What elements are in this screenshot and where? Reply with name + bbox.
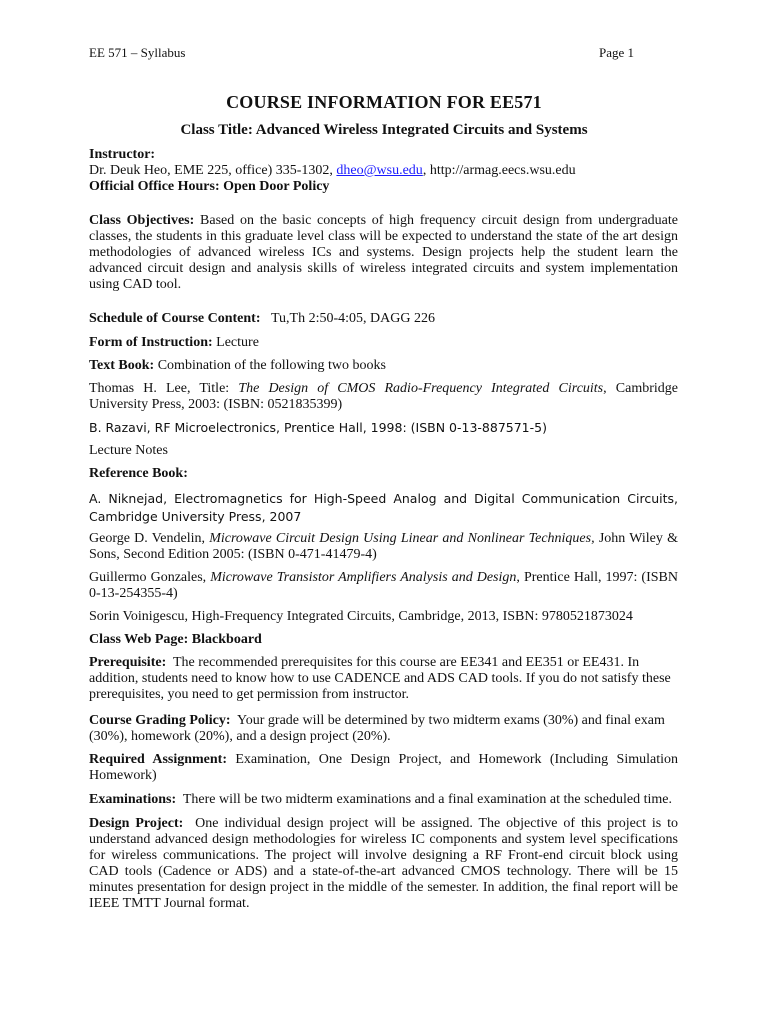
reference-2: George D. Vendelin, Microwave Circuit Design Using Linear and Nonlinear Techniques, John Wiley & Sons, Second Edition 2005: (ISBN 0-471-41479-4) (89, 531, 678, 562)
required-assignment: Required Assignment: Examination, One Design Project, and Homework (Including Simulation Homework) (89, 752, 678, 783)
running-header: EE 571 – Syllabus (89, 45, 186, 60)
prerequisite: Prerequisite: The recommended prerequisites for this course are EE341 and EE351 or EE431. In addition, students need to know how to use CADENCE and ADS CAD tools. If you do not satisfy these prerequisites, you need to get permission from instructor. (89, 655, 671, 702)
page-number: Page 1 (599, 45, 635, 60)
examinations: Examinations: There will be two midterm examinations and a final examination at the scheduled time. (89, 792, 672, 807)
class-objectives: Class Objectives: Based on the basic concepts of high frequency circuit design from undergraduate classes, the students in this graduate level class will be expected to understand the state of the art design methodologies of advanced wireless ICs and systems. Design projects help the student learn the advanced circuit design and analysis skills of wireless integrated circuits and system implementation using CAD tool. (89, 213, 679, 292)
instructor-label: Instructor: (89, 147, 156, 162)
lecture-notes: Lecture Notes (89, 443, 168, 458)
design-project: Design Project: One individual design project will be assigned. The objective of this project is to understand advanced design methodologies for wireless IC components and system level specifications for wireless communications. The project will involve designing a RF Front-end circuit block using CAD tools (Cadence or ADS) and a state-of-the-art advanced CMOS technology. There will be 15 minutes presentation for design project in the middle of the semester. In addition, the final report will be IEEE TMTT Journal format. (89, 816, 679, 911)
instructor-email-link[interactable]: dheo@wsu.edu (336, 163, 423, 178)
class-title: Class Title: Advanced Wireless Integrated Circuits and Systems (180, 122, 588, 138)
reference-4: Sorin Voinigescu, High-Frequency Integrated Circuits, Cambridge, 2013, ISBN: 9780521873024 (89, 609, 633, 624)
page-title: COURSE INFORMATION FOR EE571 (226, 92, 542, 112)
text-book-1: Thomas H. Lee, Title: The Design of CMOS Radio-Frequency Integrated Circuits, Cambridge University Press, 2003: (ISBN: 0521835399) (89, 381, 678, 412)
reference-book-label: Reference Book: (89, 466, 188, 481)
form-of-instruction: Form of Instruction: Lecture (89, 335, 259, 350)
instructor-contact: Dr. Deuk Heo, EME 225, office) 335-1302, dheo@wsu.edu, http://armag.eecs.wsu.edu (89, 163, 576, 178)
grading-policy: Course Grading Policy: Your grade will be determined by two midterm exams (30%) and final exam (30%), homework (20%), and a design project (20%). (89, 713, 665, 744)
course-schedule: Schedule of Course Content: Tu,Th 2:50-4:05, DAGG 226 (89, 311, 435, 326)
text-book-2: B. Razavi, RF Microelectronics, Prentice Hall, 1998: (ISBN 0-13-887571-5) (89, 420, 547, 435)
reference-1: A. Niknejad, Electromagnetics for High-Speed Analog and Digital Communication Circuits, Cambridge University Press, 2007 (89, 491, 678, 524)
syllabus-body (89, 145, 678, 912)
reference-3: Guillermo Gonzales, Microwave Transistor Amplifiers Analysis and Design, Prentice Hall, 1997: (ISBN 0-13-254355-4) (89, 570, 678, 601)
office-hours: Official Office Hours: Open Door Policy (89, 179, 330, 194)
class-web-page: Class Web Page: Blackboard (89, 632, 262, 647)
text-book: Text Book: Combination of the following two books (89, 358, 386, 373)
